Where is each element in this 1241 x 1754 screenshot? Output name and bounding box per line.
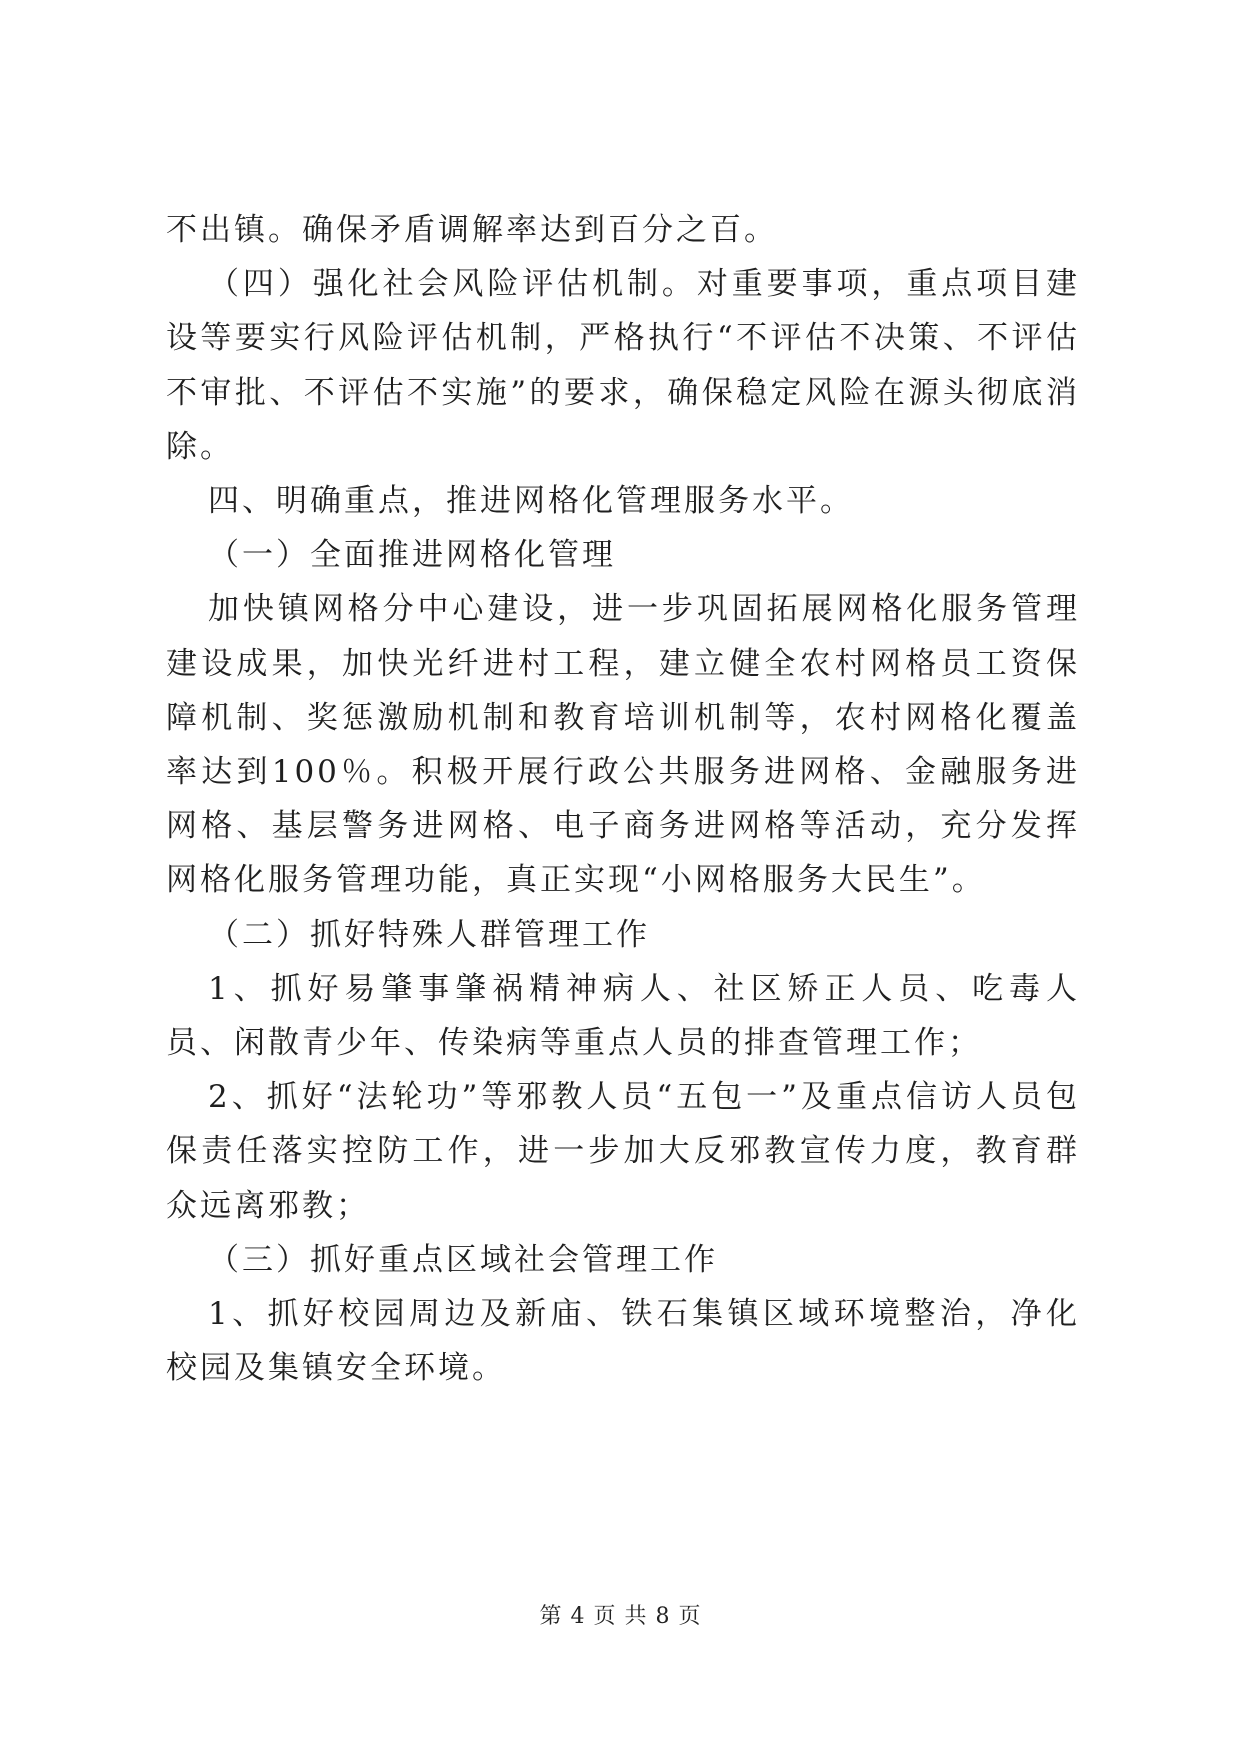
subsection-heading-1: （一）全面推进网格化管理 <box>208 537 616 574</box>
subsection-heading-3: （三）抓好重点区域社会管理工作 <box>208 1241 718 1278</box>
paragraph-2: （四）强化社会风险评估机制。对重要事项，重点项目建设等要实行风险评估机制，严格执行“不评估不决策、不评估不审批、不评估不实施”的要求，确保稳定风险在源头彻底消除。 <box>166 266 1080 465</box>
section-heading-4: 四、明确重点，推进网格化管理服务水平。 <box>208 483 854 520</box>
paragraph-5: 加快镇网格分中心建设，进一步巩固拓展网格化服务管理建设成果，加快光纤进村工程，建立健全农村网格员工资保障机制、奖惩激励机制和教育培训机制等，农村网格化覆盖率达到100％。积极开展行政公共服务进网格、金融服务进网格、基层警务进网格、电子商务进网格等活动，充分发挥网格化服务管理功能，真正实现“小网格服务大民生”。 <box>166 591 1080 899</box>
list-item-3: 1、抓好校园周边及新庙、铁石集镇区域环境整治，净化校园及集镇安全环境。 <box>166 1296 1080 1387</box>
document-body <box>166 203 1080 1395</box>
page-footer: 第 4 页 共 8 页 <box>539 1604 702 1629</box>
subsection-heading-2: （二）抓好特殊人群管理工作 <box>208 916 650 953</box>
list-item-1: 1、抓好易肇事肇祸精神病人、社区矫正人员、吃毒人员、闲散青少年、传染病等重点人员的排查管理工作； <box>166 970 1080 1062</box>
paragraph-1: 不出镇。确保矛盾调解率达到百分之百。 <box>166 212 778 248</box>
list-item-2: 2、抓好“法轮功”等邪教人员“五包一”及重点信访人员包保责任落实控防工作，进一步加大反邪教宣传力度，教育群众远离邪教； <box>166 1079 1080 1224</box>
